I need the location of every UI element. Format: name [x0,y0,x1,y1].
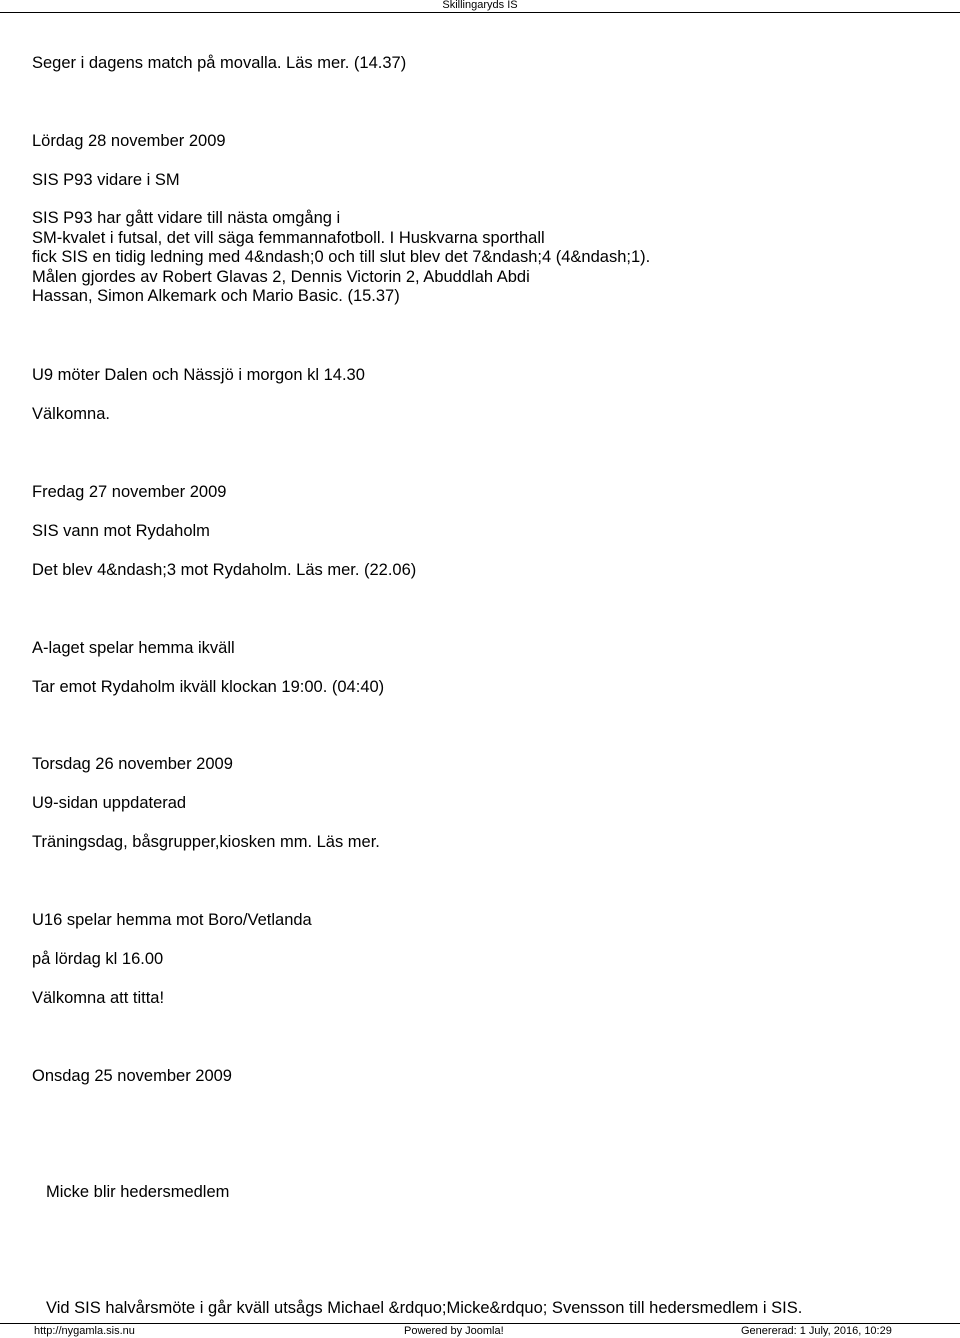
footer-generated: Genererad: 1 July, 2016, 10:29 [741,1325,892,1337]
news-body-1 [32,209,651,307]
news-title-3: SIS vann mot Rydaholm [32,522,210,540]
news-body-3: Det blev 4&ndash;3 mot Rydaholm. Läs mer. (22.06) [32,561,417,579]
news-body-7: Vid SIS halvårsmöte i går kväll utsågs Michael &rdquo;Micke&rdquo; Svensson till hedersmedlem i SIS. [46,1299,803,1317]
news-body-6a: på lördag kl 16.00 [32,950,164,968]
news-body-1-line: SM-kvalet i futsal, det vill säga femmannafotboll. I Huskvarna sporthall [32,228,545,247]
news-title-6: U16 spelar hemma mot Boro/Vetlanda [32,911,312,929]
news-title-1: SIS P93 vidare i SM [32,171,180,189]
news-body-2: Välkomna. [32,405,110,423]
footer-divider [0,1323,960,1324]
news-title-5: U9-sidan uppdaterad [32,794,187,812]
header-divider [0,12,960,13]
news-body-1-line: SIS P93 har gått vidare till nästa omgång i [32,209,341,227]
page-header-title: Skillingaryds IS [442,0,518,11]
news-body-1-line: Målen gjordes av Robert Glavas 2, Dennis Victorin 2, Abuddlah Abdi [32,267,530,286]
news-body-1-line: Hassan, Simon Alkemark och Mario Basic. (15.37) [32,287,400,306]
date-heading-4: Onsdag 25 november 2009 [32,1067,232,1085]
news-body-6b: Välkomna att titta! [32,989,165,1007]
footer-url: http://nygamla.sis.nu [34,1325,135,1337]
date-heading-3: Torsdag 26 november 2009 [32,755,233,773]
date-heading-2: Fredag 27 november 2009 [32,483,227,501]
news-body-4: Tar emot Rydaholm ikväll klockan 19:00. (04:40) [32,678,385,696]
news-item-p1: Seger i dagens match på movalla. Läs mer. (14.37) [32,54,407,72]
date-heading-1: Lördag 28 november 2009 [32,132,226,150]
news-title-4: A-laget spelar hemma ikväll [32,639,235,657]
news-body-1-line: fick SIS en tidig ledning med 4&ndash;0 och till slut blev det 7&ndash;4 (4&ndash;1). [32,248,651,267]
news-title-2: U9 möter Dalen och Nässjö i morgon kl 14.30 [32,366,365,384]
footer-powered: Powered by Joomla! [404,1325,504,1337]
news-title-7: Micke blir hedersmedlem [46,1183,230,1201]
news-body-5: Träningsdag, båsgrupper,kiosken mm. Läs mer. [32,833,380,851]
